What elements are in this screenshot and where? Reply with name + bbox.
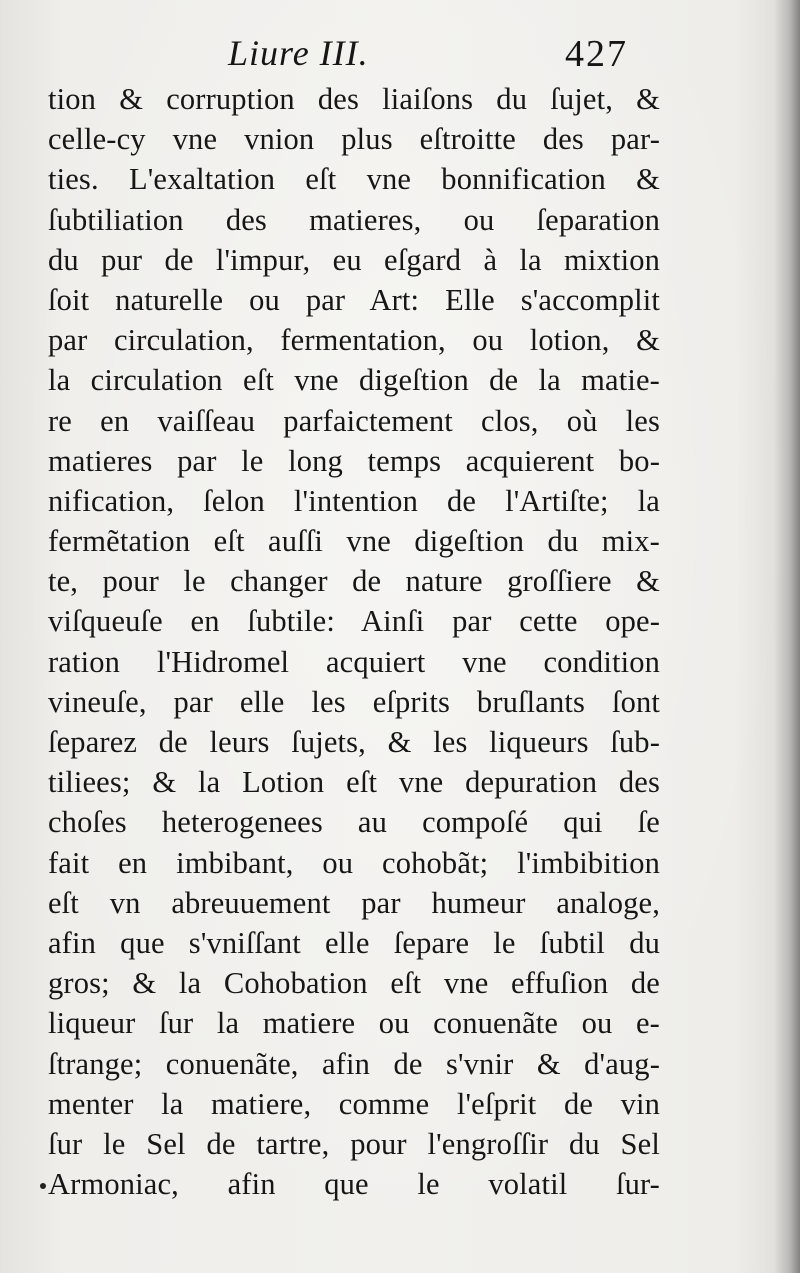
body-text xyxy=(48,79,660,1204)
text-line: afin que s'vniſſant elle ſepare le ſubtil du xyxy=(48,925,660,960)
text-line: ſoit naturelle ou par Art: Elle s'accomplit xyxy=(48,282,660,317)
text-line: vineuſe, par elle les eſprits bruſlants ſont xyxy=(48,684,660,719)
page-number: 427 xyxy=(565,33,628,75)
text-line: menter la matiere, comme l'eſprit de vin xyxy=(48,1086,660,1121)
text-line: par circulation, fermentation, ou lotion, & xyxy=(48,323,660,358)
text-line: liqueur ſur la matiere ou conuenãte ou e- xyxy=(48,1006,660,1041)
text-line: tion & corruption des liaiſons du ſujet, & xyxy=(48,82,660,116)
text-line: matieres par le long temps acquierent bo- xyxy=(48,443,660,478)
text-line: choſes heterogenees au compoſé qui ſe xyxy=(48,805,660,840)
text-line: te, pour le changer de nature groſſiere & xyxy=(48,564,660,599)
text-line: ſur le Sel de tartre, pour l'engroſſir du Sel xyxy=(48,1126,660,1161)
text-line: celle-cy vne vnion plus eſtroitte des par- xyxy=(48,122,660,157)
text-line: du pur de l'impur, eu eſgard à la mixtion xyxy=(48,242,660,277)
text-line: ſtrange; conuenãte, afin de s'vnir & d'aug- xyxy=(48,1046,660,1081)
text-line: fermẽtation eſt auſſi vne digeſtion du mix- xyxy=(48,524,660,559)
page-gutter-shadow xyxy=(774,0,800,1273)
text-line: ties. L'exaltation eſt vne bonnification & xyxy=(48,162,660,197)
text-line: gros; & la Cohobation eſt vne effuſion de xyxy=(48,966,660,1001)
text-line: re en vaiſſeau parfaictement clos, où les xyxy=(48,403,660,438)
text-line: viſqueuſe en ſubtile: Ainſi par cette ope- xyxy=(48,604,660,639)
text-line: ration l'Hidromel acquiert vne condition xyxy=(48,644,660,679)
text-line: fait en imbibant, ou cohobãt; l'imbibition xyxy=(48,845,660,880)
text-line: nification, ſelon l'intention de l'Artiſte; la xyxy=(48,483,660,518)
ink-spot xyxy=(40,1183,46,1189)
text-line: ſeparez de leurs ſujets, & les liqueurs ſub- xyxy=(48,725,660,759)
running-title: Liure III. xyxy=(228,33,369,73)
text-line: la circulation eſt vne digeſtion de la matie- xyxy=(48,363,660,398)
page-header xyxy=(0,26,800,86)
text-line: ſubtiliation des matieres, ou ſeparation xyxy=(48,202,660,237)
text-line: Armoniac, afin que le volatil ſur- xyxy=(48,1167,660,1202)
text-line: eſt vn abreuuement par humeur analoge, xyxy=(48,885,660,920)
text-line: tiliees; & la Lotion eſt vne depuration des xyxy=(48,765,660,800)
